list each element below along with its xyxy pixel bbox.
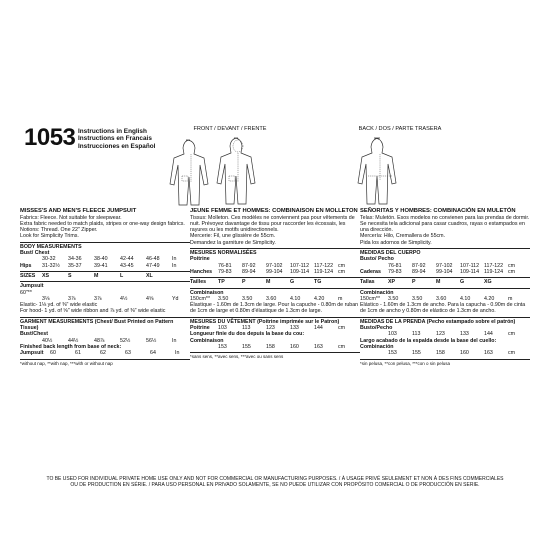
english-fabric-width: 60"** <box>20 289 32 296</box>
instructions-french: Instructions en Francais <box>78 135 152 143</box>
front-view-illustrations <box>160 134 270 206</box>
english-sizes-row: SIZES XS S M L XL <box>20 272 153 279</box>
usage-notice <box>20 476 530 488</box>
french-title: JEUNE FEMME ET HOMMES: COMBINAISON EN MOLLETON <box>190 208 358 214</box>
pattern-number: 1053 <box>24 124 76 151</box>
french-tailles-row: Tailles TP P M G TG <box>190 279 322 286</box>
english-extra-fabric: Extra fabric needed to match plaids, stripes or one-way design fabrics. <box>20 220 185 227</box>
french-demandez: Demandez la garniture de Simplicity. <box>190 239 276 246</box>
english-hips-row: Hips 31-32½ 35-37 39-41 43-45 47-49 In <box>20 262 177 269</box>
english-title: MISSES'S AND MEN'S FLEECE JUMPSUIT <box>20 208 137 214</box>
spanish-largo-row: Combinación <box>360 343 394 350</box>
spanish-prenda-values: 103 113 123 133 144 cm <box>388 331 516 338</box>
usage-notice-line-2: OU DE PRODUCTION EN SÉRIE. / PARA USO PERSONAL EN PRIVADO SOLAMENTE, SE NO PUEDE UTILIZAR CON PROPÓSITO COMERCIAL O DE PRODUCCIÓN EN SERIE. <box>70 482 480 488</box>
front-jumpsuit-figure-1 <box>170 140 208 205</box>
english-yardage-row: 3⅛ 3⅞ 3⅞ 4½ 4⅝ Yd <box>42 295 179 302</box>
english-elastic: Elastic- 1⅛ yd. of ⅜" wide elastic <box>20 302 98 309</box>
english-finished-row: Jumpsuit 60 61 62 63 64 In <box>20 350 180 357</box>
french-mesures: MESURES NORMALISÉES <box>190 250 257 257</box>
french-longueur: Longueur finie du dos depuis la base du cou: <box>190 331 305 338</box>
spanish-footnote: *sin pelusa, **con pelusa, ***con o sin pelusa <box>360 360 451 366</box>
french-column <box>190 208 360 361</box>
instructions-spanish: Instrucciones en Español <box>78 142 156 150</box>
spanish-elastico: Elástico - 1.60m de 1.3cm de ancho. Para la capucha - 0.90m de cinta de 1cm de ancho y 0.80m de elástico de 1.3cm de ancho. <box>360 302 526 315</box>
spanish-largo-values: 153 155 158 160 163 cm <box>388 350 516 357</box>
french-longueur-row: Combinaison <box>190 337 224 344</box>
english-garment-bust-label: Bust/Chest <box>20 331 48 338</box>
spanish-largo: Largo acabado de la espalda desde la base del cuello: <box>360 337 497 344</box>
french-poitrine-row: Poitrine <box>190 256 210 263</box>
french-footnote: *sans sens, **avec sens, ***avec ou sans sens <box>190 354 284 360</box>
french-metrage-row: 150cm** 3.50 3.50 3.60 4.10 4.20 m <box>190 295 343 302</box>
french-poitrine-values: 76-81 87-92 97-102 107-112 117-122 cm <box>218 262 346 269</box>
spanish-busto-row: Busto/ Pecho <box>360 256 394 263</box>
spanish-prenda-busto-row: Busto/Pecho <box>360 325 393 332</box>
spanish-metraje-row: 150cm** 3.50 3.50 3.60 4.10 4.20 m <box>360 295 513 302</box>
spanish-busto-values: 76-81 87-92 97-102 107-112 117-122 cm <box>388 262 516 269</box>
spanish-merceria: Mercería: Hilo, Cremallera de 55cm. <box>360 233 446 240</box>
spanish-medidas: MEDIDAS DEL CUERPO <box>360 250 421 257</box>
front-view-label: FRONT / DEVANT / FRENTE <box>193 126 267 132</box>
back-view-label: BACK / DOS / PARTE TRASERA <box>358 126 442 132</box>
french-vet-poitrine-row: Poitrine 103 113 123 133 144 cm <box>190 325 346 332</box>
spanish-caderas-row: Caderas 79-83 89-94 99-104 109-114 119-124 cm <box>360 268 516 275</box>
spanish-medidas-prenda: MEDIDAS DE LA PRENDA (Pecho estampado sobre el patrón) <box>360 318 516 325</box>
french-mercerie: Mercerie: Fil, une glissière de 55cm. <box>190 233 276 240</box>
french-elastique: Élastique - 1.60m de 1.3cm de large. Pour la capuche - 0.80m de ruban de 1cm de large et 0.80m d'élastique de 1.3cm de large. <box>190 302 359 315</box>
english-column <box>20 208 190 367</box>
english-body-measurements: BODY MEASUREMENTS <box>20 243 82 250</box>
english-jumpsuit-label: Jumpsuit <box>20 283 44 290</box>
english-bust-row: 30-32 34-36 38-40 42-44 46-48 In <box>42 256 177 263</box>
spanish-combinacion-label: Combinación <box>360 289 394 296</box>
usage-notice-line-1: TO BE USED FOR INDIVIDUAL PRIVATE HOME USE ONLY AND NOT FOR COMMERCIAL OR MANUFACTURING PURPOSES. / À USAGE PRIVÉ SEULEMENT ET NON À DES FINS COMMERCIALES <box>46 476 504 482</box>
english-finished-length: Finished back length from base of neck: <box>20 343 122 350</box>
french-combinaison-label: Combinaison <box>190 289 224 296</box>
spanish-title: SEÑORITAS Y HOMBRES: COMBINACIÓN EN MULETÓN <box>360 208 516 214</box>
french-mesures-vetement: MESURES DU VÊTEMENT (Poitrine imprimée sur le Patron) <box>190 318 340 325</box>
french-hanches-row: Hanches 79-83 89-94 99-104 109-114 119-124 cm <box>190 268 346 275</box>
front-jumpsuit-figure-2 <box>217 138 255 204</box>
english-footnote: *without nap, **with nap, ***with or without nap <box>20 360 113 366</box>
back-jumpsuit-figure <box>358 138 396 204</box>
english-notions: Notions: Thread. One 22" Zipper. <box>20 227 98 234</box>
english-garment-measurements: GARMENT MEASUREMENTS (Chest/ Bust Printed on Pattern Tissue) <box>20 318 174 332</box>
english-bust-chest-label: Bust/ Chest <box>20 250 50 257</box>
instructions-english: Instructions in English <box>78 128 147 135</box>
spanish-telas: Telas: Muletón. Esos modelos no convienen para las prendas de dormir. Se necesita tela adicional para casar cuadros, rayas o estampados en una dirección. <box>360 214 530 234</box>
french-tissus: Tissus: Molleton. Ces modèles ne conviennent pas pour vêtements de nuit. Prévoyez davantage de tissu pour raccorder les écossais, les rayures ou les motifs unidirectionnels. <box>190 214 355 234</box>
back-view-illustration <box>340 134 420 206</box>
spanish-tallas-row: Tallas XP P M G XG <box>360 279 492 286</box>
spanish-pida: Pida los adornos de Simplicity. <box>360 239 432 246</box>
english-fabrics: Fabrics: Fleece. Not suitable for sleepwear. <box>20 214 122 221</box>
english-look-for: Look for Simplicity Trims. <box>20 233 79 240</box>
french-longueur-values: 153 155 158 160 163 cm <box>218 343 346 350</box>
spanish-column <box>360 208 530 367</box>
english-hood: For hood- 1 yd. of ⅝" wide ribbon and ⅞ yd. of ⅜" wide elastic <box>20 308 166 315</box>
english-garment-row: 40½ 44½ 48⅞ 52½ 56½ In <box>42 337 177 344</box>
